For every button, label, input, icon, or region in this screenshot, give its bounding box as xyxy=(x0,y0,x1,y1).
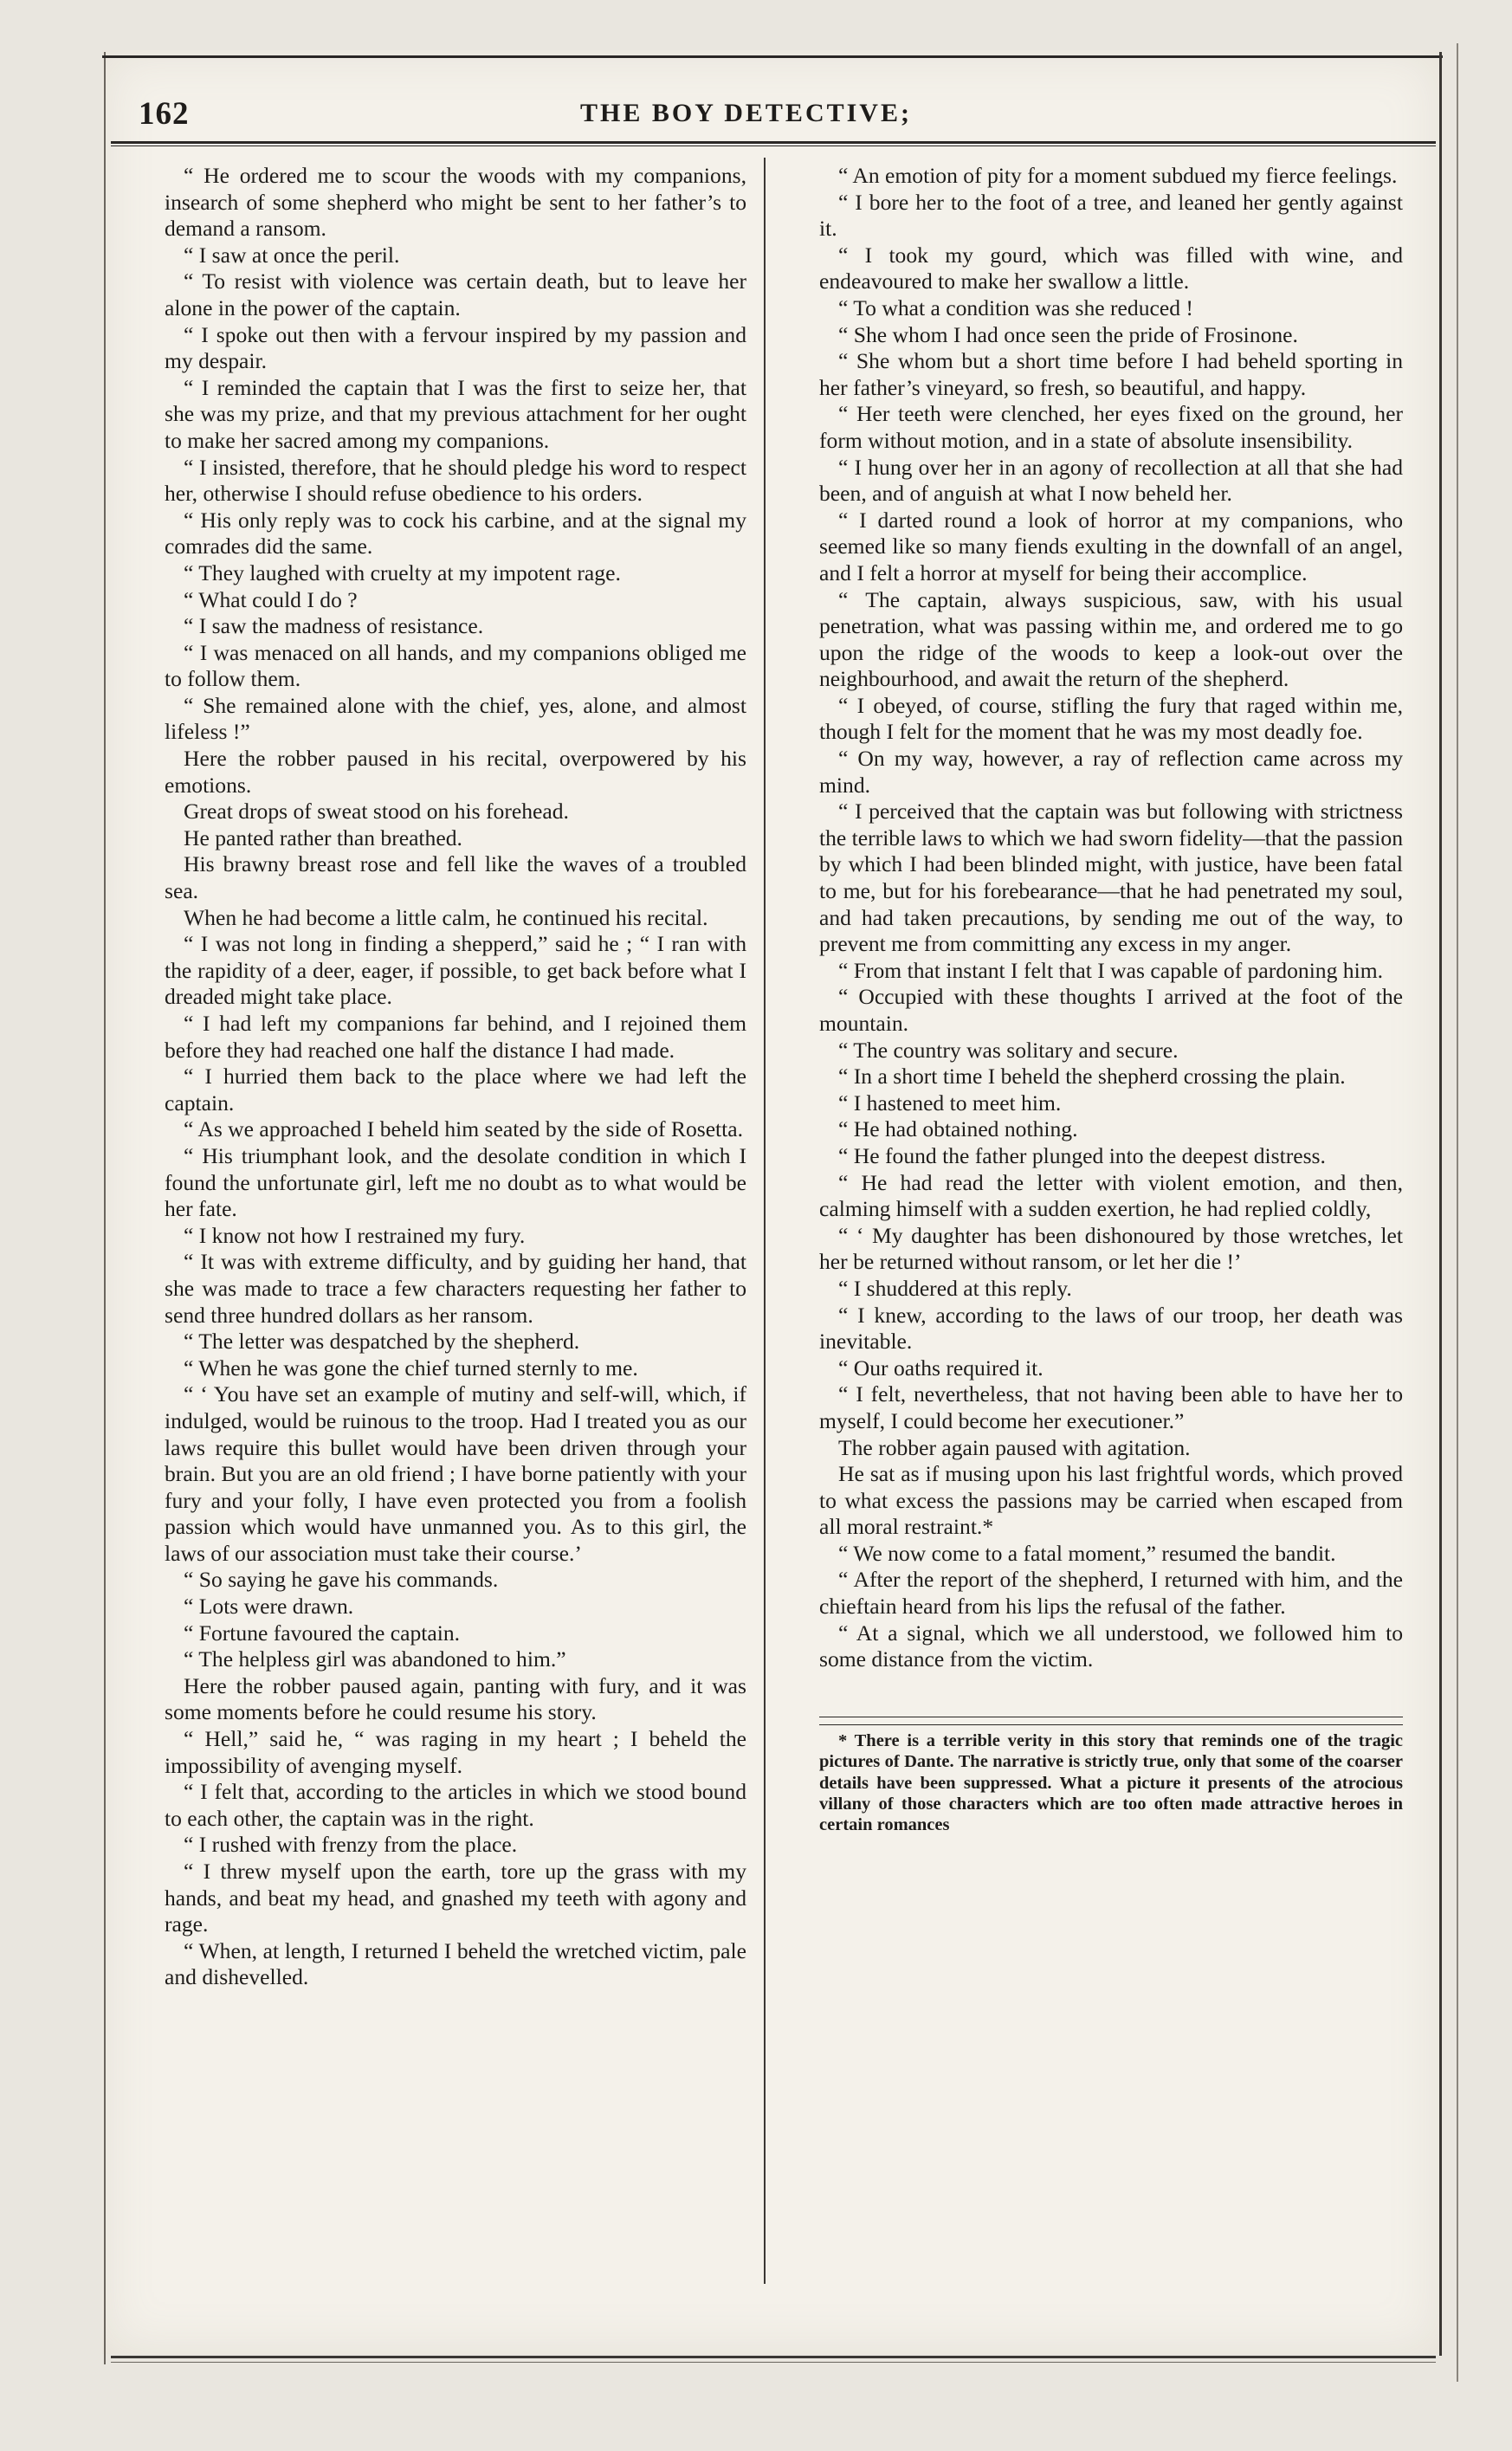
footnote xyxy=(819,1730,1403,1836)
paragraph: “ At a signal, which we all understood, we followed him to some distance from the victim. xyxy=(819,1620,1403,1672)
page-edge-left xyxy=(104,52,106,2364)
paragraph: “ I saw at once the peril. xyxy=(184,242,400,268)
paragraph: “ I reminded the captain that I was the first to seize her, that she was my prize, and that my previous attachment for her ought to make her sacred among my companions. xyxy=(165,374,746,453)
paragraph: “ When he was gone the chief turned sternly to me. xyxy=(184,1355,638,1381)
paragraph: Great drops of sweat stood on his forehead. xyxy=(184,799,569,825)
paragraph: “ His triumphant look, and the desolate condition in which I found the unfortunate girl, left me no doubt as to what would be her fate. xyxy=(165,1142,746,1222)
paragraph: “ It was with extreme difficulty, and by guiding her hand, that she was made to trace a few characters requesting her father to send three hundred dollars as her ransom. xyxy=(165,1249,746,1328)
paragraph: The robber again paused with agitation. xyxy=(838,1434,1191,1460)
paragraph: He panted rather than breathed. xyxy=(184,825,462,850)
paragraph: “ I darted round a look of horror at my companions, who seemed like so many fiends exulting in the downfall of an angel, and I felt a horror at myself for being their accomplice. xyxy=(819,507,1403,585)
paragraph: “ What could I do ? xyxy=(184,586,358,612)
paragraph: “ He had read the letter with violent emotion, and then, calming himself with a sudden exertion, he had replied coldly, xyxy=(819,1169,1403,1222)
paragraph: “ In a short time I beheld the shepherd crossing the plain. xyxy=(838,1064,1346,1090)
paragraph: “ From that instant I felt that I was capable of pardoning him. xyxy=(838,957,1384,983)
paragraph: “ I rushed with frenzy from the place. xyxy=(184,1832,518,1858)
paragraph: “ I was not long in finding a shepperd,” said he ; “ I ran with the rapidity of a deer, eager, if possible, to get back before what I dreaded might take place. xyxy=(165,931,746,1010)
paragraph: “ He had obtained nothing. xyxy=(838,1116,1078,1142)
paragraph: Here the robber paused again, panting with fury, and it was some moments before he could resume his story. xyxy=(165,1672,746,1725)
paragraph: “ He ordered me to scour the woods with my companions, insearch of some shepherd who might be sent to her father’s to demand a ransom. xyxy=(165,163,746,242)
paragraph: “ I perceived that the captain was but following with strictness the terrible laws to which we had sworn fidelity—that the passion by which I had been blinded might, with justice, have been fatal to me, but for his forebearance—that he had penetrated my soul, and had taken precautions, by sending me out of the way, to prevent me from committing any excess in my anger. xyxy=(819,799,1403,957)
paragraph: “ I felt, nevertheless, that not having been able to have her to myself, I could become her executioner.” xyxy=(819,1381,1403,1433)
paragraph: “ I took my gourd, which was filled with wine, and endeavoured to make her swallow a little. xyxy=(819,242,1403,294)
paragraph: “ They laughed with cruelty at my impotent rage. xyxy=(184,559,621,585)
paragraph: “ ‘ My daughter has been dishonoured by those wretches, let her be returned without ransom, or let her die !’ xyxy=(819,1222,1403,1275)
header-rule xyxy=(111,141,1436,144)
page-edge-top xyxy=(102,55,1443,58)
paragraph: When he had become a little calm, he continued his recital. xyxy=(184,904,708,930)
paragraph: Here the robber paused in his recital, overpowered by his emotions. xyxy=(165,746,746,798)
paragraph: “ To resist with violence was certain death, but to leave her alone in the power of the captain. xyxy=(165,268,746,320)
paragraph: “ The captain, always suspicious, saw, with his usual penetration, what was passing within me, and ordered me to go upon the ridge of the woods to keep a look-out over the neighbourhood, and await the return of the shepherd. xyxy=(819,586,1403,692)
paragraph: “ As we approached I beheld him seated by the side of Rosetta. xyxy=(184,1116,744,1142)
paragraph: “ Lots were drawn. xyxy=(184,1594,354,1620)
running-head: THE BOY DETECTIVE; xyxy=(580,99,912,127)
paragraph: “ ‘ You have set an example of mutiny and self-will, which, if indulged, would be ruinous to the troop. Had I treated you as our laws require this bullet would have been driven through your brain. But you are an old friend ; I have borne patiently with your fury and your folly, I have even protected you from a foolish passion which would have unmanned you. As to this girl, the laws of our association must take their course.’ xyxy=(165,1381,746,1566)
paragraph: “ Her teeth were clenched, her eyes fixed on the ground, her form without motion, and in a state of absolute insensibility. xyxy=(819,401,1403,453)
paragraph: “ To what a condition was she reduced ! xyxy=(838,294,1193,320)
left-column xyxy=(165,163,746,1991)
paragraph: “ She remained alone with the chief, yes, alone, and almost lifeless !” xyxy=(165,692,746,745)
paragraph: “ After the report of the shepherd, I returned with him, and the chieftain heard from his lips the refusal of the father. xyxy=(819,1567,1403,1620)
paragraph: His brawny breast rose and fell like the waves of a troubled sea. xyxy=(165,851,746,904)
paragraph: “ The letter was despatched by the shepherd. xyxy=(184,1329,580,1355)
paragraph: “ So saying he gave his commands. xyxy=(184,1567,499,1593)
paragraph: “ I know not how I restrained my fury. xyxy=(184,1222,526,1248)
paragraph: “ I hung over her in an agony of recollection at all that she had been, and of anguish at what I now beheld her. xyxy=(819,454,1403,507)
right-column xyxy=(819,163,1403,1836)
paragraph: “ When, at length, I returned I beheld the wretched victim, pale and dishevelled. xyxy=(165,1937,746,1990)
page-header xyxy=(139,95,1429,139)
paragraph: “ He found the father plunged into the deepest distress. xyxy=(838,1142,1326,1168)
paragraph: “ I insisted, therefore, that he should pledge his word to respect her, otherwise I should refuse obedience to his orders. xyxy=(165,454,746,507)
paragraph: “ She whom I had once seen the pride of Frosinone. xyxy=(838,321,1298,347)
paragraph: “ I felt that, according to the articles in which we stood bound to each other, the captain was in the right. xyxy=(165,1779,746,1831)
paragraph: He sat as if musing upon his last frightful words, which proved to what excess the passions may be carried when escaped from all moral restraint.* xyxy=(819,1461,1403,1540)
paragraph: “ I spoke out then with a fervour inspired by my passion and my despair. xyxy=(165,321,746,374)
footnote-text: * There is a terrible verity in this story that reminds one of the tragic pictures of Dante. The narrative is strictly true, only that some of the coarser details have been suppressed. What a picture it presents of the atrocious villany of those characters which are too often made attractive heroes in certain romances xyxy=(819,1730,1403,1835)
paragraph: “ Our oaths required it. xyxy=(838,1355,1044,1381)
page-edge-shadow xyxy=(1457,43,1458,2382)
paragraph: “ I had left my companions far behind, and I rejoined them before they had reached one half the distance I had made. xyxy=(165,1011,746,1063)
paragraph: “ The country was solitary and secure. xyxy=(838,1037,1179,1063)
paragraph: “ I obeyed, of course, stifling the fury that raged within me, though I felt for the moment that he was my most deadly foe. xyxy=(819,692,1403,745)
paragraph: “ Occupied with these thoughts I arrived at the foot of the mountain. xyxy=(819,984,1403,1036)
bottom-rule-thin xyxy=(111,2362,1436,2363)
paragraph: “ I bore her to the foot of a tree, and leaned her gently against it. xyxy=(819,189,1403,242)
paragraph: “ I shuddered at this reply. xyxy=(838,1275,1072,1301)
paragraph: “ On my way, however, a ray of reflection came across my mind. xyxy=(819,746,1403,798)
page-number: 162 xyxy=(139,96,190,132)
bottom-rule xyxy=(111,2356,1436,2358)
paragraph: “ I hurried them back to the place where we had left the captain. xyxy=(165,1064,746,1116)
paragraph: “ The helpless girl was abandoned to him.” xyxy=(184,1646,566,1672)
footnote-rule-thin xyxy=(819,1724,1403,1725)
paragraph: “ Fortune favoured the captain. xyxy=(184,1620,461,1646)
right-column-text xyxy=(819,163,1403,1673)
paragraph: “ She whom but a short time before I had beheld sporting in her father’s vineyard, so fresh, so beautiful, and happy. xyxy=(819,348,1403,400)
paragraph: “ I hastened to meet him. xyxy=(838,1090,1062,1116)
paragraph: “ Hell,” said he, “ was raging in my heart ; I beheld the impossibility of avenging myself. xyxy=(165,1726,746,1778)
page-edge-right xyxy=(1439,52,1442,2356)
paragraph: “ I was menaced on all hands, and my companions obliged me to follow them. xyxy=(165,639,746,692)
paragraph: “ An emotion of pity for a moment subdued my fierce feelings. xyxy=(838,163,1398,188)
column-divider xyxy=(764,158,766,2284)
paragraph: “ I knew, according to the laws of our troop, her death was inevitable. xyxy=(819,1302,1403,1355)
paragraph: “ We now come to a fatal moment,” resumed the bandit. xyxy=(838,1540,1336,1566)
paragraph: “ I saw the madness of resistance. xyxy=(184,613,484,639)
paragraph: “ His only reply was to cock his carbine, and at the signal my comrades did the same. xyxy=(165,507,746,559)
paragraph: “ I threw myself upon the earth, tore up the grass with my hands, and beat my head, and gnashed my teeth with agony and rage. xyxy=(165,1859,746,1937)
